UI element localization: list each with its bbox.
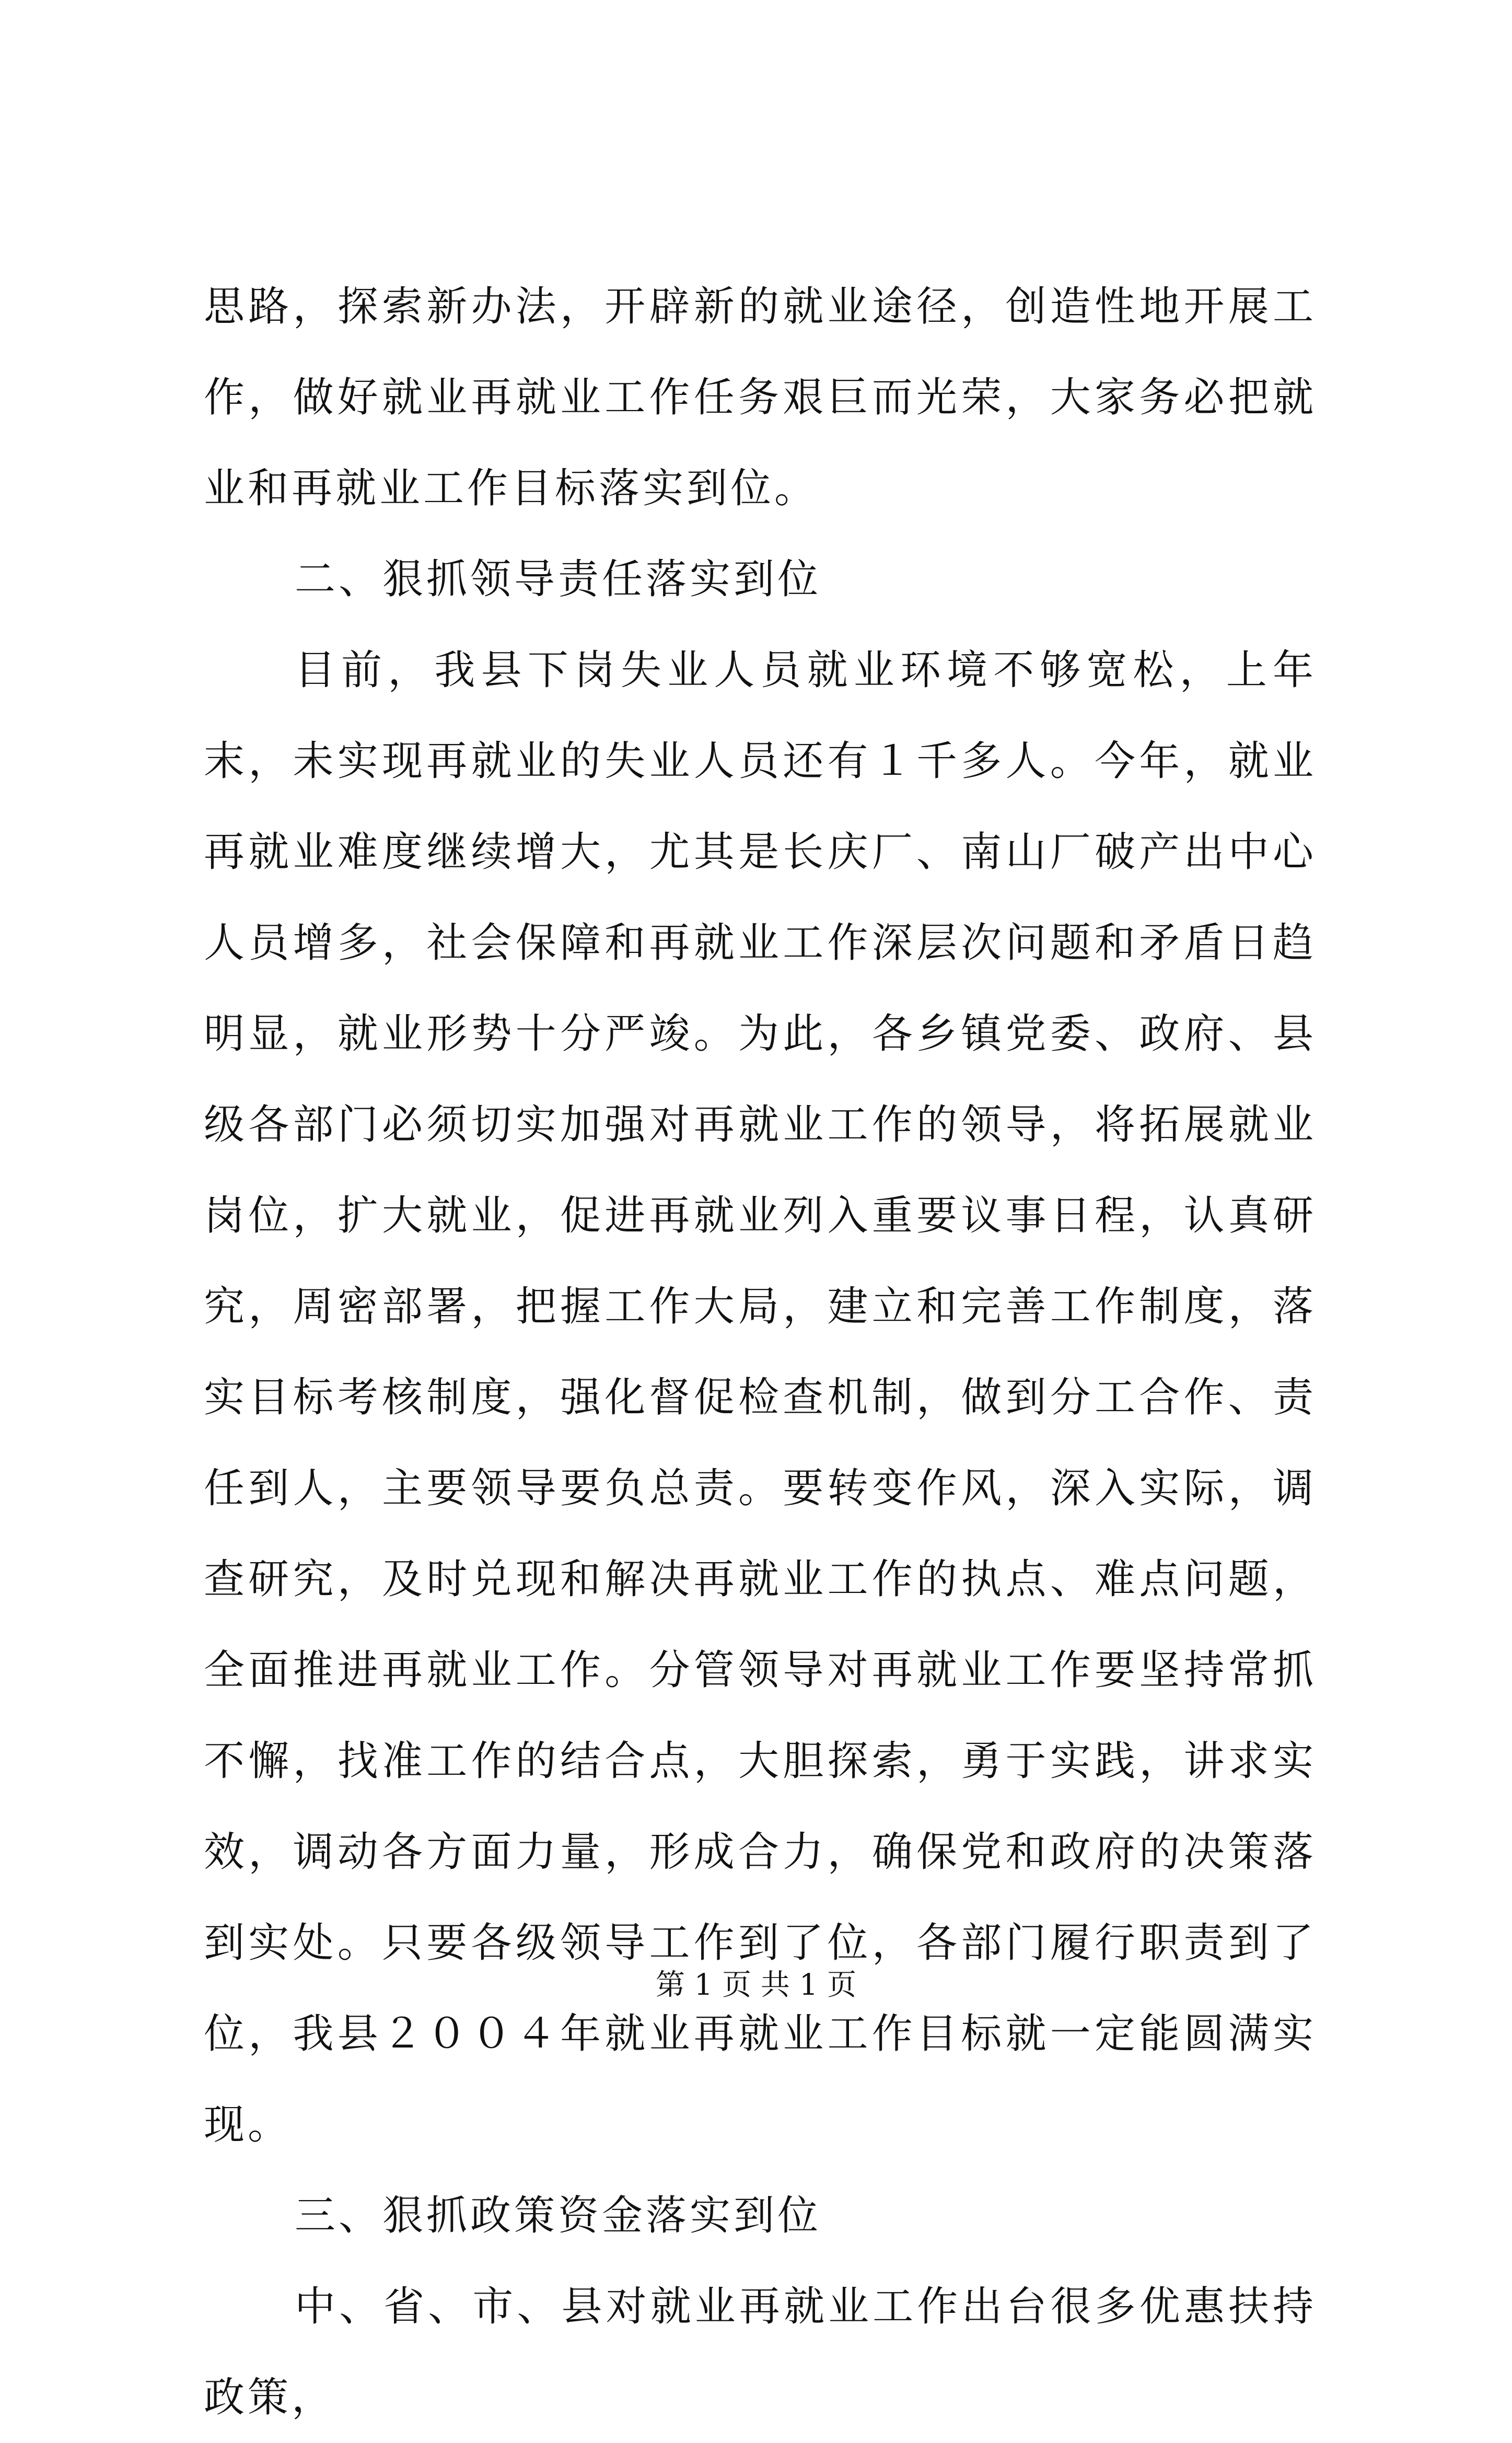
- paragraph-continuation: 思路，探索新办法，开辟新的就业途径，创造性地开展工作，做好就业再就业工作任务艰巨而光荣，大家务必把就业和再就业工作目标落实到位。: [204, 283, 1317, 512]
- section-heading-2: 二、狠抓领导责任落实到位: [295, 556, 822, 603]
- paragraph-policy: 中、省、市、县对就业再就业工作出台很多优惠扶持政策，: [204, 2283, 1317, 2421]
- section-heading-3: 三、狠抓政策资金落实到位: [295, 2192, 822, 2239]
- paragraph-leadership: 目前，我县下岗失业人员就业环境不够宽松，上年末，未实现再就业的失业人员还有１千多人。今年，就业再就业难度继续增大，尤其是长庆厂、南山厂破产出中心人员增多，社会保障和再就业工作深层次问题和矛盾日趋明显，就业形势十分严竣。为此，各乡镇党委、政府、县级各部门必须切实加强对再就业工作的领导，将拓展就业岗位，扩大就业，促进再就业列入重要议事日程，认真研究，周密部署，把握工作大局，建立和完善工作制度，落实目标考核制度，强化督促检查机制，做到分工合作、责任到人，主要领导要负总责。要转变作风，深入实际，调查研究，及时兑现和解决再就业工作的执点、难点问题，全面推进再就业工作。分管领导对再就业工作要坚持常抓不懈，找准工作的结合点，大胆探索，勇于实践，讲求实效，调动各方面力量，形成合力，确保党和政府的决策落到实处。只要各级领导工作到了位，各部门履行职责到了位，我县２００４年就业再就业工作目标就一定能圆满实现。: [204, 647, 1317, 2148]
- document-body: [204, 261, 1317, 2443]
- page-footer: 第 1 页 共 1 页: [655, 1968, 857, 2002]
